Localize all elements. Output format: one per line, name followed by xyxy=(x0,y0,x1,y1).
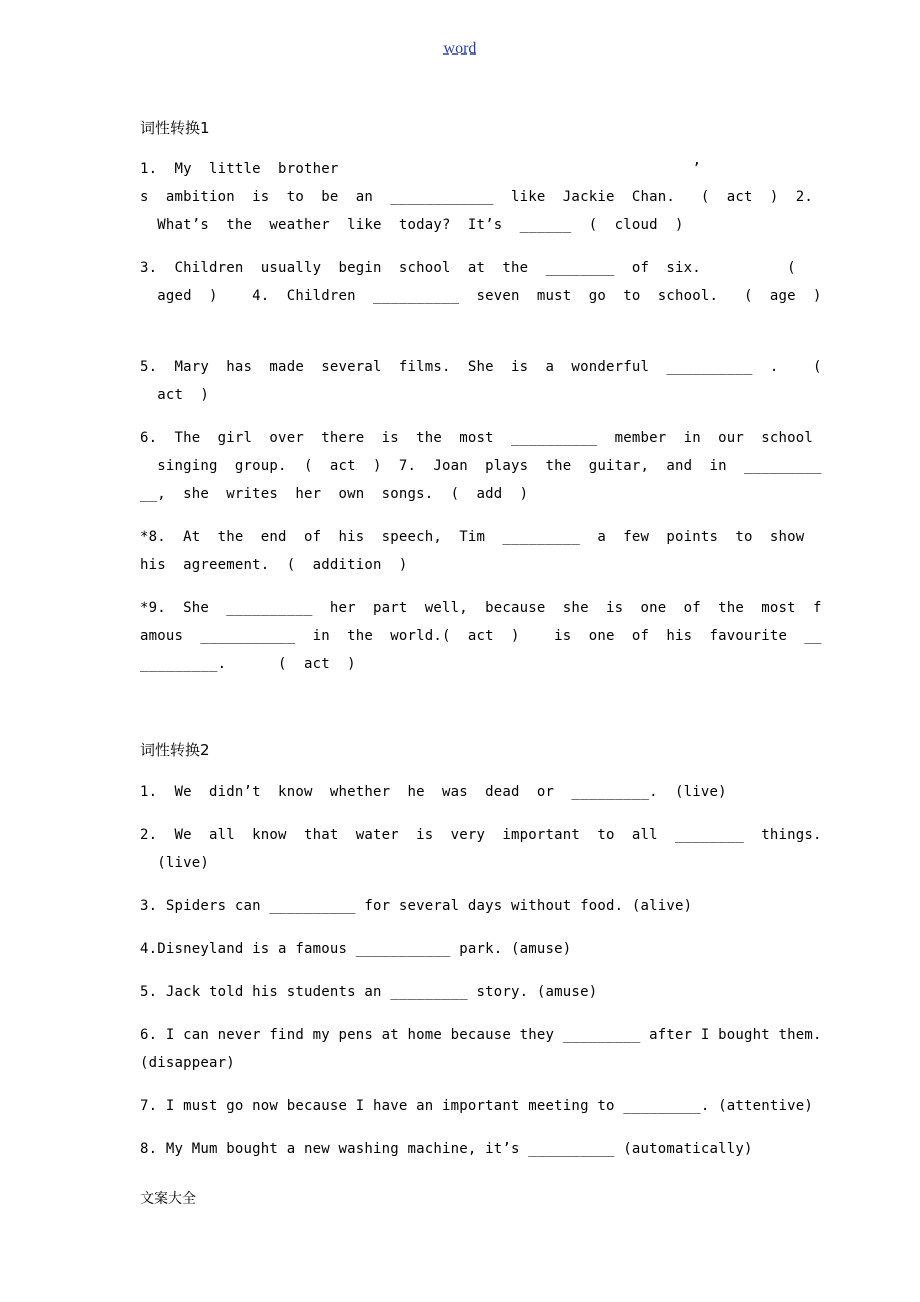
page-header xyxy=(0,40,920,58)
s1-line-12: his agreement. ( addition ) xyxy=(140,557,408,573)
s1-line-11: *8. At the end of his speech, Tim _________ a few points to show xyxy=(140,529,805,545)
s1-line-6: 5. Mary has made several films. She is a wonderful __________ . ( xyxy=(140,359,822,375)
page-footer: 文案大全 xyxy=(140,1191,196,1207)
s1-line-5: aged ) 4. Children __________ seven must go to school. ( age ) xyxy=(140,288,822,304)
s1-line-15: _________. ( act ) xyxy=(140,656,356,672)
s2-line-3: (live) xyxy=(140,855,210,871)
section-2-title: 词性转换2 xyxy=(140,741,210,759)
s2-line-4: 3. Spiders can __________ for several days without food. (alive) xyxy=(140,898,693,914)
s2-line-7: 6. I can never find my pens at home because they _________ after I bought them. xyxy=(140,1027,822,1043)
s1-line-4: 3. Children usually begin school at the ________ of six. ( xyxy=(140,260,796,276)
s2-line-9: 7. I must go now because I have an important meeting to _________. (attentive) xyxy=(140,1098,814,1114)
s2-line-1: 1. We didn’t know whether he was dead or _________. (live) xyxy=(140,784,727,800)
s1-line-7: act ) xyxy=(140,387,210,403)
s1-line-13: *9. She __________ her part well, because she is one of the most f xyxy=(140,600,822,616)
s1-line-9: singing group. ( act ) 7. Joan plays the guitar, and in _________ xyxy=(140,458,822,474)
s1-line-14: amous ___________ in the world.( act ) is one of his favourite __ xyxy=(140,628,822,644)
s2-line-6: 5. Jack told his students an _________ story. (amuse) xyxy=(140,984,598,1000)
s1-line-8: 6. The girl over there is the most __________ member in our school xyxy=(140,430,814,446)
s2-line-10: 8. My Mum bought a new washing machine, it’s __________ (automatically) xyxy=(140,1141,753,1157)
s1-line-1: 1. My little brother ’ xyxy=(140,161,701,177)
s1-line-10: __, she writes her own songs. ( add ) xyxy=(140,486,529,502)
header-link[interactable]: word xyxy=(443,40,477,57)
s1-line-2: s ambition is to be an ____________ like Jackie Chan. ( act ) 2. xyxy=(140,189,814,205)
section-1-title: 词性转换1 xyxy=(140,119,210,137)
s2-line-2: 2. We all know that water is very important to all ________ things. xyxy=(140,827,822,843)
s2-line-5: 4.Disneyland is a famous ___________ park. (amuse) xyxy=(140,941,572,957)
s2-line-8: (disappear) xyxy=(140,1055,235,1071)
s1-line-3: What’s the weather like today? It’s ______ ( cloud ) xyxy=(140,217,684,233)
